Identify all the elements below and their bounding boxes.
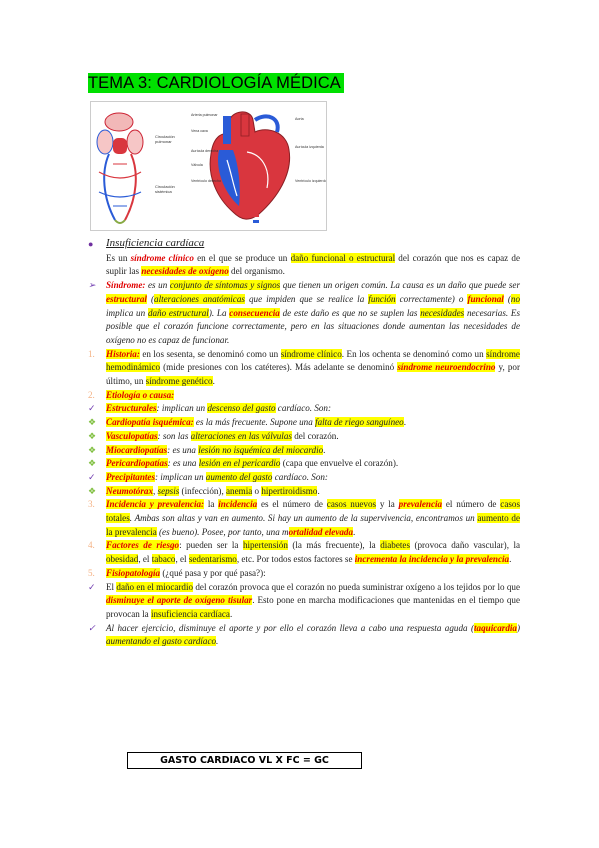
figure-label-4: Válvula xyxy=(191,163,203,167)
heart-diagram-image xyxy=(91,102,326,230)
paragraph-estructurales: ✓ Estructurales: implican un descenso del gasto cardíaco. Son: xyxy=(88,402,520,416)
figure-label-1: Arteria pulmonar xyxy=(191,113,218,117)
heart-circulation-figure xyxy=(90,101,327,231)
paragraph-historia: 1. Historia: en los sesenta, se denominó como un síndrome clínico. En los ochenta se denominó como un síndrome hemodinámico (mide presiones con los catéteres). Más adelante se denominó síndrome neuroendocrino y, por último, un síndrome genético. xyxy=(88,348,520,387)
figure-label-pulmonary-1: Circulación xyxy=(155,134,175,139)
paragraph-neumotorax: ❖ Neumotórax, sepsis (infección), anemia o hipertiroidismo. xyxy=(88,485,520,499)
paragraph-fisiopatologia: 5. Fisiopatología (¿qué pasa y por qué pasa?): xyxy=(88,567,520,581)
figure-label-2: Vena cava xyxy=(191,129,208,133)
paragraph-dano-miocardio: ✓ El daño en el miocardio del corazón provoca que el corazón no pueda suministrar oxígeno a los tejidos por lo que disminuye el aporte de oxígeno tisular. Esto pone en marcha modificaciones que mantenidas en el tiempo que provocan la insuficiencia cardíaca. xyxy=(88,581,520,619)
list-number: 4. xyxy=(88,540,95,551)
document-body xyxy=(88,237,520,649)
figure-label-systemic-1: Circulación xyxy=(155,184,175,189)
checkmark-icon: ✓ xyxy=(88,622,96,633)
paragraph-etiologia: 2. Etiología o causa: xyxy=(88,389,520,403)
figure-label-5: Ventrículo derecho xyxy=(191,179,221,183)
arrow-bullet-icon: ➢ xyxy=(88,280,96,291)
checkmark-icon: ✓ xyxy=(88,471,96,482)
list-number: 5. xyxy=(88,567,95,578)
list-number: 1. xyxy=(88,348,95,359)
paragraph-sindrome: ➢ Síndrome: es un conjunto de síntomas y signos que tienen un origen común. La causa es un daño que puede ser estructural (alteraciones anatómicas que impiden que se realice la función correctamente) o funcional (no implica un daño estructural). La consecuencia de este daño es que no se suplen las necesidades necesarias. Es posible que el corazón funcione correctamente, pero en las situaciones donde aumentan las necesidades de oxígeno no es capaz de funcionar. xyxy=(88,280,521,345)
figure-label-systemic-2: sistémica xyxy=(155,189,172,194)
paragraph-ejercicio: ✓ Al hacer ejercicio, disminuye el aporte y por ello el corazón lleva a cabo una respuesta aguda (taquicardia) aumentando el gasto cardíaco. xyxy=(88,622,520,647)
checkmark-icon: ✓ xyxy=(88,581,96,592)
paragraph-cardiopatia: ❖ Cardiopatía isquémica: es la más frecuente. Supone una falta de riego sanguíneo. xyxy=(88,416,520,430)
figure-label-pulmonary-2: pulmonar xyxy=(155,139,172,144)
paragraph-pericardiopatias: ❖ Pericardiopatías: es una lesión en el pericardio (capa que envuelve el corazón). xyxy=(88,457,520,471)
paragraph-precipitantes: ✓ Precipitantes: implican un aumento del gasto cardíaco. Son: xyxy=(88,471,520,485)
diamond-bullet-icon: ❖ xyxy=(88,458,97,469)
list-number: 2. xyxy=(88,389,95,400)
list-number: 3. xyxy=(88,499,95,510)
figure-label-3: Aurícula derecha xyxy=(191,149,219,153)
diamond-bullet-icon: ❖ xyxy=(88,485,97,496)
figure-label-6: Aorta xyxy=(295,117,304,121)
paragraph-vasculopatias: ❖ Vasculopatías: son las alteraciones en las válvulas del corazón. xyxy=(88,430,520,444)
checkmark-icon: ✓ xyxy=(88,403,96,414)
cardiac-output-formula-box: GASTO CARDIACO VL X FC = GC xyxy=(127,752,362,769)
diamond-bullet-icon: ❖ xyxy=(88,430,97,441)
page-title: TEMA 3: CARDIOLOGÍA MÉDICA xyxy=(88,73,344,93)
diamond-bullet-icon: ❖ xyxy=(88,417,97,428)
paragraph-definition: Es un síndrome clínico en el que se produce un daño funcional o estructural del corazón que nos es capaz de suplir las necesidades de oxígeno del organismo. xyxy=(106,252,521,277)
paragraph-miocardiopatias: ❖ Miocardiopatías: es una lesión no isquémica del miocardio. xyxy=(88,444,520,458)
figure-label-7: Aurícula izquierda xyxy=(295,145,324,149)
bullet-icon: ● xyxy=(88,239,94,249)
paragraph-incidencia: 3. Incidencia y prevalencia: la incidencia es el número de casos nuevos y la prevalencia el número de casos totales. Ambas son altas y van en aumento. Si hay un aumento de la supervivencia, encontramos un aumento de la prevalencia (es bueno). Posee, por tanto, una mortalidad elevada. xyxy=(88,499,520,537)
paragraph-factores-riesgo: 4. Factores de riesgo: pueden ser la hipertensión (la más frecuente), la diabetes (provoca daño vascular), la obesidad, el tabaco, el sedentarismo, etc. Por todos estos factores se incrementa la incidencia y la prevalencia. xyxy=(88,540,521,565)
figure-label-8: Ventrículo izquierdo xyxy=(295,179,326,183)
diamond-bullet-icon: ❖ xyxy=(88,444,97,455)
section-insuficiencia-heading: ● Insuficiencia cardíaca xyxy=(88,237,520,251)
